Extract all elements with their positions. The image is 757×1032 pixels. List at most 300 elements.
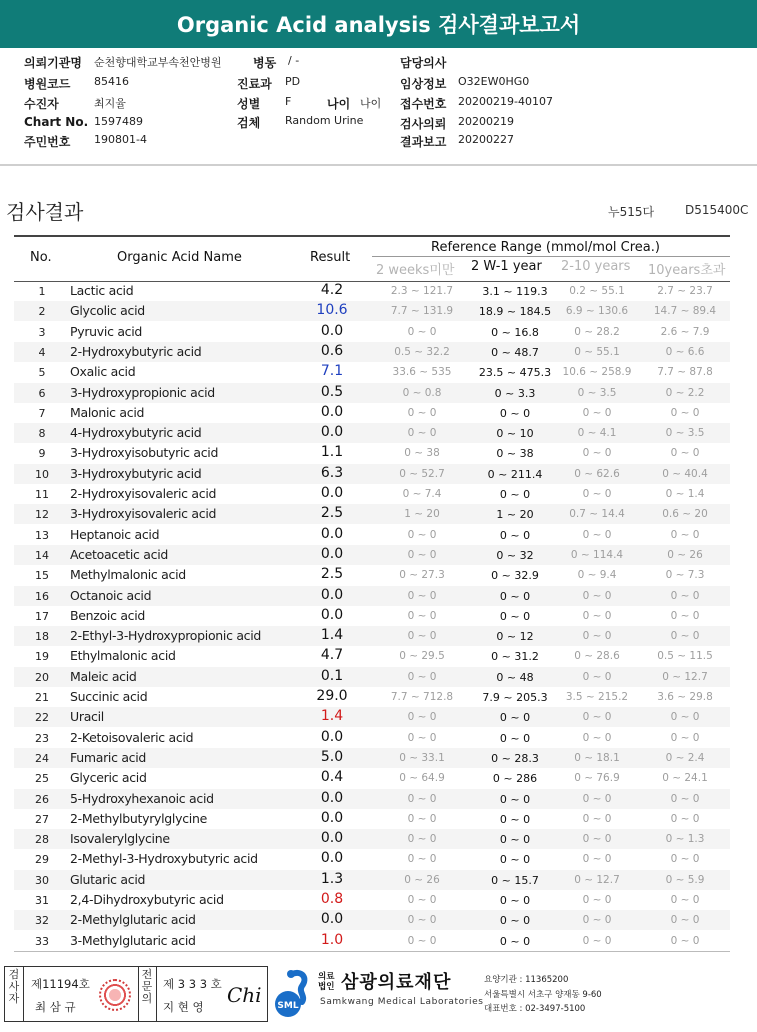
range-over-10y: 7.7 ~ 87.8 <box>657 366 713 379</box>
acid-name: Pyruvic acid <box>70 323 143 339</box>
table-row <box>0 910 757 930</box>
range-2w-1y: 0 ~ 28.3 <box>491 751 539 765</box>
range-2-10y: 0 ~ 0 <box>582 528 612 541</box>
result-value: 2.5 <box>320 505 344 522</box>
range-2-10y: 0 ~ 18.1 <box>574 751 620 764</box>
acid-name: Octanoic acid <box>70 587 152 603</box>
info-label-request-date: 검사의뢰 <box>400 117 447 131</box>
table-row <box>0 383 757 403</box>
result-value: 10.6 <box>316 302 348 319</box>
header-name: Organic Acid Name <box>117 250 242 265</box>
result-value: 0.0 <box>320 809 344 826</box>
range-2w-1y: 0 ~ 32 <box>496 548 534 562</box>
range-over-10y: 0 ~ 0 <box>670 894 700 906</box>
range-2w-1y: 0 ~ 31.2 <box>491 650 539 664</box>
table-row <box>0 423 757 443</box>
info-label-ward: 병동 <box>253 56 277 70</box>
result-value: 0.0 <box>320 789 344 806</box>
range-over-10y: 0 ~ 7.3 <box>665 569 705 582</box>
table-row <box>0 931 757 951</box>
range-under-2w: 0 ~ 0.8 <box>402 386 442 399</box>
range-over-10y: 0 ~ 6.6 <box>665 345 705 358</box>
range-2w-1y: 1 ~ 20 <box>496 508 534 522</box>
range-2-10y: 0 ~ 0 <box>582 731 612 744</box>
range-2w-1y: 0 ~ 0 <box>499 488 531 501</box>
range-over-10y: 0 ~ 0 <box>670 914 700 927</box>
range-2-10y: 0 ~ 55.1 <box>574 345 620 358</box>
table-row <box>0 809 757 829</box>
range-under-2w: 0 ~ 0 <box>407 609 437 622</box>
range-over-10y: 0 ~ 2.2 <box>665 386 705 399</box>
reviewer-label: 전문의 <box>141 968 153 1005</box>
range-under-2w: 0 ~ 0 <box>407 589 437 602</box>
result-value: 4.2 <box>320 282 344 298</box>
table-row <box>0 403 757 423</box>
result-value: 5.0 <box>320 748 344 765</box>
result-value: 0.1 <box>320 667 344 684</box>
range-under-2w: 0 ~ 0 <box>407 406 437 419</box>
info-value-request-date: 20200219 <box>458 115 514 128</box>
range-2w-1y: 0 ~ 38 <box>496 447 534 461</box>
range-2w-1y: 0 ~ 12 <box>496 630 534 644</box>
info-value-sex: F <box>285 95 292 108</box>
range-2w-1y: 0 ~ 211.4 <box>487 467 543 481</box>
range-over-10y: 0 ~ 0 <box>670 792 700 805</box>
acid-name: 2-Methyl-3-Hydroxybutyric acid <box>70 851 258 867</box>
acid-name: 5-Hydroxyhexanoic acid <box>70 790 214 806</box>
signature-divider-3 <box>156 967 157 1021</box>
range-2w-1y: 0 ~ 0 <box>499 589 531 603</box>
range-over-10y: 0 ~ 1.4 <box>665 488 705 500</box>
info-label-doctor: 담당의사 <box>400 56 447 70</box>
range-over-10y: 0 ~ 0 <box>670 853 700 866</box>
range-2-10y: 0 ~ 9.4 <box>577 569 617 582</box>
table-row <box>0 728 757 748</box>
range-over-10y: 0 ~ 0 <box>670 589 700 602</box>
range-2w-1y: 0 ~ 0 <box>499 792 531 806</box>
range-under-2w: 33.6 ~ 535 <box>392 366 452 379</box>
range-2w-1y: 0 ~ 286 <box>492 772 538 786</box>
table-row <box>0 789 757 809</box>
org-type: 의료법인 <box>318 972 335 992</box>
table-row <box>0 849 757 869</box>
range-2w-1y: 0 ~ 48 <box>496 670 534 684</box>
info-label-chart-no: Chart No. <box>24 115 89 129</box>
table-row <box>0 464 757 484</box>
table-row <box>0 606 757 626</box>
range-over-10y: 0 ~ 2.4 <box>665 751 705 764</box>
section-title: 검사결과 <box>6 200 84 224</box>
range-under-2w: 1 ~ 20 <box>404 508 440 521</box>
info-label-sex: 성별 <box>237 97 261 111</box>
range-2w-1y: 23.5 ~ 475.3 <box>478 366 552 380</box>
range-2w-1y: 0 ~ 0 <box>499 894 531 907</box>
range-2-10y: 0 ~ 28.2 <box>574 325 620 338</box>
table-row <box>0 667 757 687</box>
acid-name: Benzoic acid <box>70 607 146 623</box>
range-under-2w: 0 ~ 0 <box>407 853 437 866</box>
result-value: 6.3 <box>320 464 344 481</box>
range-2w-1y: 0 ~ 0 <box>499 812 531 826</box>
table-row <box>0 565 757 585</box>
range-over-10y: 0 ~ 0 <box>670 711 700 724</box>
reviewer-license: 제 3 3 3 호 <box>163 977 222 991</box>
info-value-age: 나이 <box>360 97 382 110</box>
range-over-10y: 0 ~ 0 <box>670 609 700 622</box>
table-row <box>0 626 757 646</box>
range-under-2w: 0.5 ~ 32.2 <box>394 345 450 358</box>
range-under-2w: 0 ~ 27.3 <box>399 569 445 582</box>
org-english-name: Samkwang Medical Laboratories <box>320 997 484 1007</box>
table-row <box>0 545 757 565</box>
result-value: 0.0 <box>320 424 344 441</box>
info-label-clinical-info: 임상정보 <box>400 77 447 91</box>
tester-license: 제11194호 <box>31 977 90 991</box>
row-number: 28 <box>35 833 49 847</box>
range-2-10y: 0.2 ~ 55.1 <box>569 285 625 297</box>
range-2w-1y: 0 ~ 0 <box>499 914 531 928</box>
acid-name: 2-Ketoisovaleric acid <box>70 729 194 745</box>
result-value: 0.0 <box>320 911 344 928</box>
range-over-10y: 0 ~ 0 <box>670 812 700 825</box>
range-under-2w: 0 ~ 0 <box>407 325 437 338</box>
row-number: 30 <box>35 873 49 887</box>
result-value: 0.0 <box>320 728 344 745</box>
row-number: 1 <box>38 285 46 298</box>
acid-name: Isovalerylglycine <box>70 831 170 847</box>
org-address: 서울특별시 서초구 양재동 9-60 <box>484 990 602 1000</box>
table-row <box>0 829 757 849</box>
range-2-10y: 0 ~ 0 <box>582 609 612 622</box>
range-2w-1y: 0 ~ 3.3 <box>494 386 536 400</box>
info-label-department: 진료과 <box>237 77 272 91</box>
result-value: 1.1 <box>320 444 344 461</box>
range-over-10y: 0 ~ 0 <box>670 528 700 541</box>
range-2w-1y: 0 ~ 0 <box>499 833 531 847</box>
result-value: 0.8 <box>320 891 344 907</box>
range-2-10y: 0 ~ 0 <box>582 589 612 602</box>
header-age-2w-1y: 2 W-1 year <box>471 259 542 274</box>
result-value: 0.0 <box>320 322 344 339</box>
range-2w-1y: 0 ~ 0 <box>499 609 531 623</box>
acid-name: Lactic acid <box>70 283 134 298</box>
result-value: 0.5 <box>320 383 344 400</box>
row-number: 3 <box>38 325 46 339</box>
range-under-2w: 7.7 ~ 712.8 <box>390 691 454 703</box>
table-row <box>0 322 757 342</box>
info-value-ward: / - <box>288 54 300 67</box>
org-name: 삼광의료재단 <box>341 972 452 993</box>
table-bottom-rule <box>14 951 730 952</box>
acid-name: Glycolic acid <box>70 303 145 319</box>
acid-name: 2-Methylglutaric acid <box>70 912 196 928</box>
row-number: 14 <box>35 548 49 562</box>
result-value: 1.0 <box>320 931 344 948</box>
acid-name: 2,4-Dihydroxybutyric acid <box>70 892 224 907</box>
range-under-2w: 0 ~ 7.4 <box>402 488 442 500</box>
result-value: 0.0 <box>320 403 344 420</box>
row-number: 27 <box>35 812 49 826</box>
acid-name: Oxalic acid <box>70 364 136 380</box>
info-label-receipt-no: 접수번호 <box>400 97 447 111</box>
info-value-department: PD <box>285 75 301 88</box>
info-value-clinical-info: O32EW0HG0 <box>458 75 530 88</box>
range-2w-1y: 0 ~ 0 <box>499 528 531 542</box>
table-row <box>0 748 757 768</box>
range-under-2w: 0 ~ 38 <box>404 447 440 460</box>
patient-info-panel <box>0 48 757 166</box>
info-label-institution: 의뢰기관명 <box>24 56 82 70</box>
acid-name: Glyceric acid <box>70 770 147 786</box>
range-2w-1y: 18.9 ~ 184.5 <box>478 305 552 319</box>
org-phone: 대표번호 : 02-3497-5100 <box>484 1004 586 1014</box>
row-number: 4 <box>38 345 46 359</box>
range-under-2w: 0 ~ 0 <box>407 427 437 440</box>
row-number: 26 <box>35 792 49 806</box>
range-over-10y: 0 ~ 5.9 <box>665 873 705 886</box>
info-label-patient: 수진자 <box>24 97 59 111</box>
range-2-10y: 0 ~ 0 <box>582 853 612 866</box>
range-2-10y: 0 ~ 28.6 <box>574 650 620 663</box>
range-2w-1y: 7.9 ~ 205.3 <box>482 691 548 704</box>
range-under-2w: 0 ~ 29.5 <box>399 650 445 663</box>
range-2-10y: 0 ~ 0 <box>582 792 612 805</box>
range-2w-1y: 0 ~ 10 <box>496 427 534 441</box>
range-over-10y: 0 ~ 26 <box>667 548 703 561</box>
acid-name: 2-Hydroxybutyric acid <box>70 343 202 359</box>
range-2-10y: 0 ~ 0 <box>582 488 612 500</box>
range-2-10y: 0 ~ 0 <box>582 406 612 419</box>
range-under-2w: 0 ~ 0 <box>407 670 437 683</box>
range-2-10y: 0 ~ 0 <box>582 447 612 460</box>
signature-divider-1 <box>23 967 24 1021</box>
range-under-2w: 0 ~ 0 <box>407 731 437 744</box>
range-under-2w: 0 ~ 64.9 <box>399 772 445 785</box>
table-row <box>0 768 757 788</box>
table-row <box>0 890 757 910</box>
result-value: 2.5 <box>320 566 344 583</box>
section-code-1: 누515다 <box>608 205 655 219</box>
range-2-10y: 0 ~ 0 <box>582 711 612 724</box>
info-label-specimen: 검체 <box>237 116 261 130</box>
acid-name: 3-Methylglutaric acid <box>70 932 196 948</box>
acid-name: 2-Hydroxyisovaleric acid <box>70 486 217 501</box>
range-under-2w: 0 ~ 0 <box>407 914 437 927</box>
range-2-10y: 0 ~ 3.5 <box>577 386 617 399</box>
signature-box <box>4 966 268 1022</box>
range-over-10y: 0.5 ~ 11.5 <box>657 650 713 663</box>
result-value: 4.7 <box>320 647 344 664</box>
table-row <box>0 870 757 890</box>
row-number: 16 <box>35 589 49 603</box>
range-2-10y: 0 ~ 0 <box>582 630 612 643</box>
range-2-10y: 0 ~ 4.1 <box>577 427 617 440</box>
reviewer-signature: Chi <box>227 983 262 1007</box>
row-number: 21 <box>35 691 49 704</box>
range-under-2w: 0 ~ 26 <box>404 873 440 886</box>
info-value-specimen: Random Urine <box>285 114 364 127</box>
range-under-2w: 0 ~ 0 <box>407 833 437 846</box>
table-row <box>0 443 757 463</box>
result-value: 0.0 <box>320 586 344 603</box>
info-label-age: 나이 <box>327 97 351 111</box>
result-value: 29.0 <box>316 688 348 704</box>
table-row <box>0 504 757 524</box>
acid-name: Succinic acid <box>70 689 148 704</box>
official-seal-icon <box>99 979 131 1011</box>
range-under-2w: 0 ~ 0 <box>407 711 437 724</box>
range-over-10y: 0 ~ 0 <box>670 447 700 460</box>
range-over-10y: 0 ~ 24.1 <box>662 772 708 785</box>
row-number: 15 <box>35 569 49 583</box>
range-2-10y: 0 ~ 0 <box>582 812 612 825</box>
acid-name: 2-Methylbutyrylglycine <box>70 810 207 826</box>
row-number: 24 <box>35 751 49 765</box>
result-value: 1.4 <box>320 627 344 644</box>
result-value: 7.1 <box>320 363 344 380</box>
acid-name: Ethylmalonic acid <box>70 648 176 664</box>
acid-name: Acetoacetic acid <box>70 546 169 562</box>
report-title: Organic Acid analysis 검사결과보고서 <box>0 0 757 48</box>
table-top-rule <box>14 235 730 237</box>
header-no: No. <box>30 250 52 265</box>
range-over-10y: 3.6 ~ 29.8 <box>657 691 713 703</box>
acid-name: Methylmalonic acid <box>70 567 186 583</box>
table-row <box>0 586 757 606</box>
range-2-10y: 6.9 ~ 130.6 <box>565 305 629 318</box>
range-over-10y: 14.7 ~ 89.4 <box>653 305 717 318</box>
row-number: 2 <box>38 305 46 319</box>
range-2-10y: 0 ~ 0 <box>582 894 612 906</box>
row-number: 6 <box>38 386 46 400</box>
acid-name: Fumaric acid <box>70 749 147 765</box>
tester-label: 검사자 <box>8 968 20 1005</box>
result-value: 0.0 <box>320 545 344 562</box>
range-2-10y: 0 ~ 0 <box>582 670 612 683</box>
row-number: 7 <box>38 406 46 420</box>
reference-underline <box>372 256 730 257</box>
row-number: 25 <box>35 772 49 786</box>
range-2w-1y: 0 ~ 32.9 <box>491 569 539 583</box>
row-number: 31 <box>35 894 49 907</box>
row-number: 22 <box>35 711 49 725</box>
result-value: 1.4 <box>320 708 344 725</box>
sml-logo-icon <box>272 968 314 1018</box>
range-under-2w: 0 ~ 0 <box>407 934 437 947</box>
result-value: 0.0 <box>320 606 344 623</box>
info-value-hospital-code: 85416 <box>94 75 129 88</box>
result-value: 0.0 <box>320 850 344 867</box>
range-under-2w: 2.3 ~ 121.7 <box>390 285 454 297</box>
range-2w-1y: 0 ~ 16.8 <box>491 325 539 339</box>
header-age-2-10y: 2-10 years <box>561 259 631 274</box>
range-over-10y: 0 ~ 40.4 <box>662 467 708 480</box>
table-row <box>0 687 757 707</box>
row-number: 17 <box>35 609 49 623</box>
info-value-id-number: 190801-4 <box>94 133 147 146</box>
logo-text: SML <box>277 1001 299 1011</box>
info-value-chart-no: 1597489 <box>94 115 143 128</box>
range-2w-1y: 3.1 ~ 119.3 <box>482 285 548 298</box>
table-row <box>0 342 757 362</box>
range-under-2w: 0 ~ 0 <box>407 792 437 805</box>
row-number: 18 <box>35 630 49 644</box>
acid-name: 3-Hydroxyisovaleric acid <box>70 506 217 522</box>
acid-name: 4-Hydroxybutyric acid <box>70 425 202 441</box>
info-value-institution: 순천향대학교부속천안병원 <box>94 56 222 69</box>
range-2w-1y: 0 ~ 0 <box>499 406 531 420</box>
row-number: 32 <box>35 914 49 928</box>
info-label-hospital-code: 병원코드 <box>24 77 71 91</box>
table-row <box>0 707 757 727</box>
range-2-10y: 0.7 ~ 14.4 <box>569 508 625 521</box>
range-2w-1y: 0 ~ 0 <box>499 731 531 745</box>
table-row <box>0 362 757 382</box>
row-number: 33 <box>35 934 49 948</box>
range-2-10y: 0 ~ 62.6 <box>574 467 620 480</box>
header-age-under-2w: 2 weeks미만 <box>376 263 455 278</box>
range-over-10y: 0.6 ~ 20 <box>662 508 708 521</box>
range-2-10y: 0 ~ 0 <box>582 934 612 947</box>
range-over-10y: 0 ~ 0 <box>670 731 700 744</box>
result-value: 0.0 <box>320 525 344 542</box>
range-over-10y: 0 ~ 12.7 <box>662 670 708 683</box>
result-value: 0.0 <box>320 485 344 501</box>
table-row <box>0 525 757 545</box>
info-label-report-date: 결과보고 <box>400 135 447 149</box>
acid-name: Heptanoic acid <box>70 526 160 542</box>
info-value-report-date: 20200227 <box>458 133 514 146</box>
header-age-over-10y: 10years초과 <box>648 263 726 278</box>
range-under-2w: 0 ~ 33.1 <box>399 751 445 764</box>
range-2w-1y: 0 ~ 48.7 <box>491 345 539 359</box>
range-2-10y: 0 ~ 0 <box>582 914 612 927</box>
row-number: 5 <box>38 366 46 380</box>
range-2-10y: 0 ~ 76.9 <box>574 772 620 785</box>
range-under-2w: 0 ~ 0 <box>407 812 437 825</box>
range-2w-1y: 0 ~ 0 <box>499 711 531 725</box>
row-number: 12 <box>35 508 49 522</box>
range-over-10y: 0 ~ 0 <box>670 406 700 419</box>
range-2-10y: 0 ~ 12.7 <box>574 873 620 886</box>
header-result: Result <box>310 250 351 265</box>
acid-name: Malonic acid <box>70 404 145 420</box>
range-over-10y: 0 ~ 0 <box>670 630 700 643</box>
org-code: 요양기관 : 11365200 <box>484 975 569 985</box>
table-row <box>0 646 757 666</box>
row-number: 10 <box>35 467 49 481</box>
range-2-10y: 3.5 ~ 215.2 <box>565 691 629 703</box>
acid-name: Uracil <box>70 709 104 725</box>
row-number: 20 <box>35 670 49 684</box>
range-under-2w: 0 ~ 0 <box>407 548 437 561</box>
row-number: 13 <box>35 528 49 542</box>
info-value-patient: 최지율 <box>94 97 126 110</box>
range-2-10y: 0 ~ 114.4 <box>570 548 624 561</box>
range-over-10y: 2.6 ~ 7.9 <box>660 325 710 338</box>
range-over-10y: 2.7 ~ 23.7 <box>657 285 713 297</box>
info-label-id-number: 주민번호 <box>24 135 71 149</box>
signature-divider-2 <box>138 967 139 1021</box>
info-value-receipt-no: 20200219-40107 <box>458 95 553 108</box>
result-value: 0.0 <box>320 830 344 847</box>
range-under-2w: 7.7 ~ 131.9 <box>390 305 454 318</box>
header-reference-range: Reference Range (mmol/mol Crea.) <box>431 240 660 255</box>
acid-name: 3-Hydroxybutyric acid <box>70 465 202 481</box>
acid-name: 3-Hydroxyisobutyric acid <box>70 445 219 461</box>
acid-name: Maleic acid <box>70 668 137 684</box>
range-under-2w: 0 ~ 0 <box>407 630 437 643</box>
